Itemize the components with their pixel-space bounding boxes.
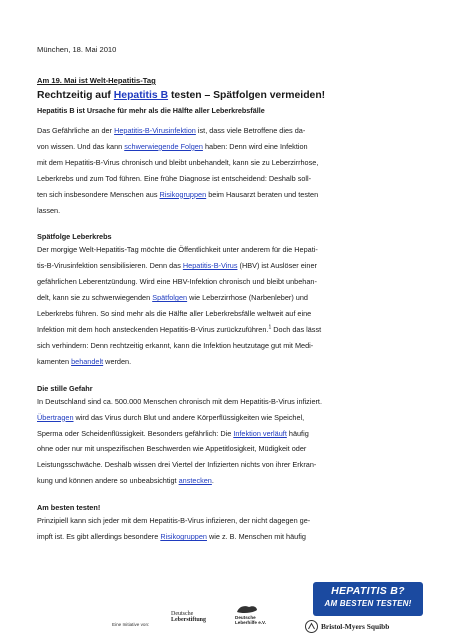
bristol-myers-squibb-logo <box>305 620 425 634</box>
text: impft ist. Es gibt allerdings besondere <box>37 532 161 542</box>
link-anstecken[interactable]: anstecken <box>178 476 212 486</box>
text: häufig <box>286 428 309 438</box>
text: werden. <box>103 356 132 366</box>
text-line <box>37 187 415 203</box>
text-line <box>37 258 415 274</box>
subheadline: Hepatitis B ist Ursache für mehr als die Hälfte aller Leberkrebsfälle <box>37 106 265 115</box>
text-line: Prinzipiell kann sich jeder mit dem Hepatitis-B-Virus infizieren, der nicht dagegen ge- <box>37 516 311 526</box>
text-line: Leberkrebs führen. So sind mehr als die Hälfte aller Leberkrebsfälle weltweit auf eine <box>37 309 312 319</box>
headline <box>37 89 415 103</box>
text: Sperma oder Scheidenflüssigkeit. Besonders gefährlich: Die <box>37 428 234 438</box>
badge-line-2: AM BESTEN TESTEN! <box>324 599 412 608</box>
link-risikogruppen[interactable]: Risikogruppen <box>159 189 207 199</box>
logo-text-top: Deutsche <box>171 611 194 617</box>
text: kamenten <box>37 356 72 366</box>
section-heading-am-besten-testen: Am besten testen! <box>37 503 101 513</box>
text-line <box>37 123 415 139</box>
logo-text-top: Deutsche <box>235 615 256 620</box>
section-paragraph-spaetfolge <box>37 242 415 369</box>
text-line: Leberkrebs und zum Tod führen. Eine frühe Diagnose ist entscheidend: Deshalb soll- <box>37 173 312 183</box>
footnote-marker: 1 <box>268 324 272 331</box>
text: beim Hausarzt beraten und testen <box>206 189 319 199</box>
initiative-label: Eine Initiative von: <box>112 622 150 627</box>
text: Das Gefährliche an der <box>37 126 115 135</box>
text-line: Leistungsschwäche. Deshalb wissen drei Viertel der Infizierten nichts von ihrer Erkran- <box>37 460 317 470</box>
bms-emblem-icon <box>305 620 318 633</box>
text-line: ohne oder nur mit unspezifischen Beschwerden wie Appetitlosigkeit, Müdigkeit oder <box>37 444 307 454</box>
bms-wordmark: Bristol-Myers Squibb <box>321 622 390 631</box>
text: wie z. B. Menschen mit häufig <box>206 532 306 542</box>
text: ten sich insbesondere Menschen aus <box>37 189 160 199</box>
text-line <box>37 139 415 155</box>
text-line <box>37 473 415 489</box>
deutsche-leberstiftung-logo <box>171 611 206 623</box>
text: Doch das lässt <box>271 324 322 334</box>
text-line: Der morgige Welt-Hepatitis-Tag möchte die Öffentlichkeit unter anderem für die Hepati- <box>37 245 318 255</box>
text: tis-B-Virusinfektion sensibilisieren. Denn das <box>37 261 183 271</box>
text: wird das Virus durch Blut und andere Körperflüssigkeiten wie Speichel, <box>73 412 305 422</box>
dateline: München, 18. Mai 2010 <box>37 45 117 54</box>
text: haben: Denn wird eine Infektion <box>202 141 308 151</box>
section-paragraph-stille-gefahr <box>37 394 415 489</box>
link-hepatitis-b-virus[interactable]: Hepatitis-B-Virus <box>182 261 238 271</box>
text-line: In Deutschland sind ca. 500.000 Menschen chronisch mit dem Hepatitis-B-Virus infiziert. <box>37 396 322 406</box>
text: von wissen. Und das kann <box>37 141 125 151</box>
text-line <box>37 410 415 426</box>
text-line: lassen. <box>37 205 61 215</box>
deutsche-leberhilfe-logo <box>235 604 266 625</box>
text: delt, kann sie zu schwerwiegenden <box>37 293 153 303</box>
kicker: Am 19. Mai ist Welt-Hepatitis-Tag <box>37 76 156 85</box>
badge-line-1: HEPATITIS B? <box>331 585 405 597</box>
text-line <box>37 290 415 306</box>
text: wie Leberzirrhose (Narbenleber) und <box>187 293 308 303</box>
section-heading-spaetfolge: Spätfolge Leberkrebs <box>37 232 112 242</box>
link-hepatitis-b-virusinfektion[interactable]: Hepatitis-B-Virusinfektion <box>114 126 196 135</box>
text: kung und können andere so unbeabsichtigt <box>37 476 179 486</box>
logo-text-bottom: Leberstiftung <box>171 617 206 623</box>
text-line <box>37 354 415 370</box>
headline-text-1: Rechtzeitig auf <box>37 90 114 101</box>
text: (HBV) ist Auslöser einer <box>237 261 317 271</box>
text-line <box>37 426 415 442</box>
text-line <box>37 322 415 338</box>
section-heading-stille-gefahr: Die stille Gefahr <box>37 383 93 393</box>
press-release <box>37 45 415 545</box>
section-paragraph-am-besten-testen <box>37 513 415 545</box>
text-line: sich verhindern: Denn rechtzeitig erkannt, kann die Infektion heutzutage gut mit Medi- <box>37 340 314 350</box>
link-schwerwiegende-folgen[interactable]: schwerwiegende Folgen <box>124 141 203 151</box>
text-line <box>37 529 415 545</box>
hepatitis-b-campaign-badge <box>313 582 423 616</box>
link-spaetfolgen[interactable]: Spätfolgen <box>152 293 188 303</box>
leberhilfe-icon <box>235 604 259 614</box>
intro-paragraph <box>37 123 415 218</box>
text: ist, dass viele Betroffene dies da- <box>195 126 306 135</box>
link-infektion-verlaeuft[interactable]: Infektion verläuft <box>233 428 287 438</box>
text: Infektion mit dem hoch ansteckenden Hepatitis-B-Virus zurückzuführen. <box>37 324 269 334</box>
text-line: gefährlichen Leberentzündung. Wird eine HBV-Infektion chronisch und bleibt unbehan- <box>37 277 317 287</box>
text-line: mit dem Hepatitis-B-Virus chronisch und bleibt unbehandelt, kann sie zu Leberzirrhose, <box>37 157 319 167</box>
link-risikogruppen-2[interactable]: Risikogruppen <box>160 532 207 542</box>
logo-text-bottom: Leberhilfe e.V. <box>235 620 266 626</box>
headline-link-hepatitis-b[interactable]: Hepatitis B <box>113 90 169 101</box>
link-uebertragen[interactable]: Übertragen <box>37 412 74 422</box>
headline-text-2: testen – Spätfolgen vermeiden! <box>168 90 326 101</box>
link-behandelt[interactable]: behandelt <box>71 356 104 366</box>
footer-logos <box>0 570 452 640</box>
text: . <box>211 476 214 486</box>
